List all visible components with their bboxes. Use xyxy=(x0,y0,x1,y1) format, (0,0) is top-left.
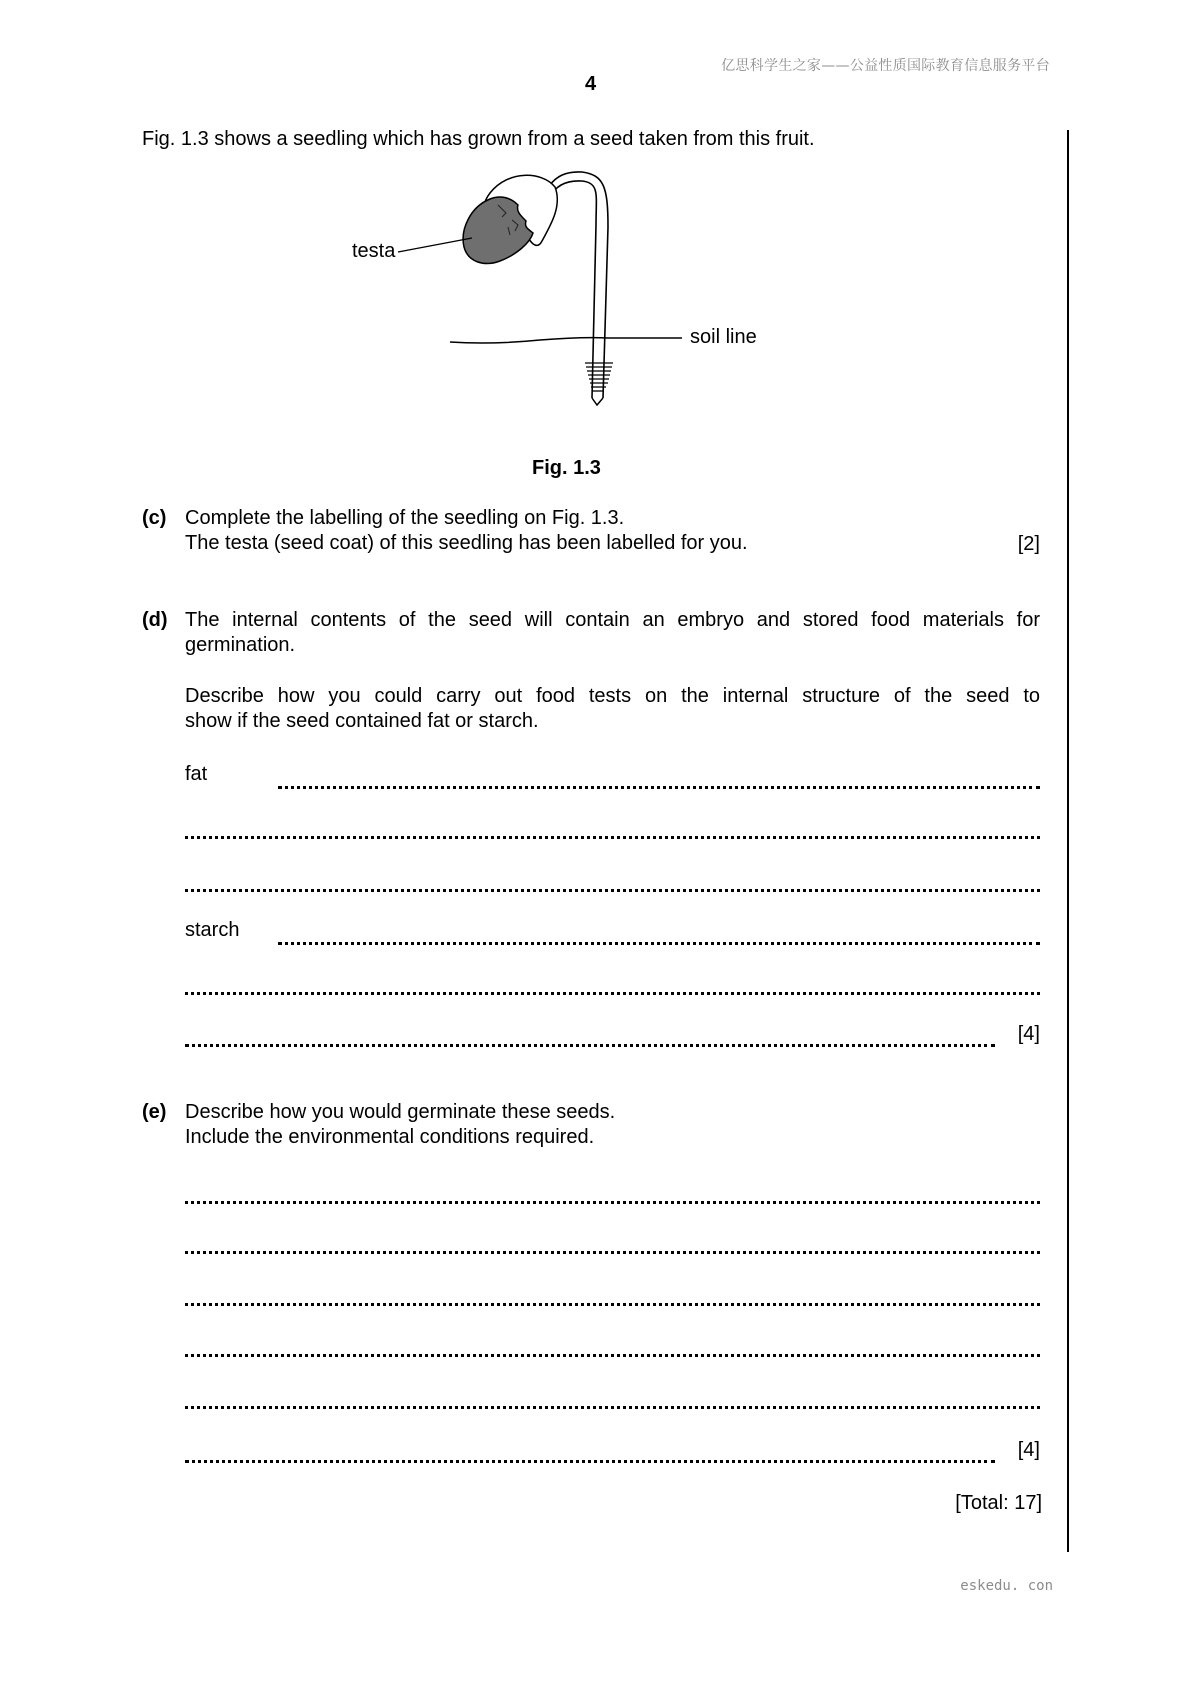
answer-line-e-2[interactable] xyxy=(185,1251,1040,1254)
answer-line-e-4[interactable] xyxy=(185,1354,1040,1357)
question-e-line2: Include the environmental conditions required. xyxy=(185,1126,595,1148)
testa-pointer xyxy=(398,238,472,252)
answer-line-starch-3[interactable] xyxy=(185,1044,995,1047)
soil-line-label: soil line xyxy=(690,326,757,348)
question-e-marks: [4] xyxy=(1017,1439,1040,1461)
question-c-line2: The testa (seed coat) of this seedling has been labelled for you. xyxy=(185,532,748,554)
question-d-p2-line2: show if the seed contained fat or starch. xyxy=(185,710,539,732)
question-e-letter: (e) xyxy=(142,1101,167,1123)
answer-line-e-5[interactable] xyxy=(185,1406,1040,1409)
footer-watermark: eskedu. con xyxy=(960,1578,1053,1594)
testa-label: testa xyxy=(352,240,396,262)
intro-text: Fig. 1.3 shows a seedling which has grown from a seed taken from this fruit. xyxy=(142,128,815,150)
question-c-letter: (c) xyxy=(142,507,167,529)
answer-line-starch-1[interactable] xyxy=(278,942,1040,945)
question-d-marks: [4] xyxy=(1017,1023,1040,1045)
fat-label: fat xyxy=(185,763,208,785)
stem-inner xyxy=(550,172,608,398)
answer-line-fat-3[interactable] xyxy=(185,889,1040,892)
page-number: 4 xyxy=(585,73,597,95)
question-d-p1-line1: The internal contents of the seed will contain an embryo and stored food materials for xyxy=(185,609,1040,631)
question-d-p1-line2: germination. xyxy=(185,634,296,656)
question-c-line1: Complete the labelling of the seedling on Fig. 1.3. xyxy=(185,507,625,529)
answer-line-e-3[interactable] xyxy=(185,1303,1040,1306)
soil-line-left xyxy=(450,338,608,343)
figure-caption: Fig. 1.3 xyxy=(532,457,601,479)
root-tip xyxy=(592,398,603,405)
question-d-p2-line1: Describe how you could carry out food tests on the internal structure of the seed to xyxy=(185,685,1040,707)
total-marks: [Total: 17] xyxy=(955,1492,1042,1514)
stem-outer xyxy=(550,181,596,398)
answer-line-e-6[interactable] xyxy=(185,1460,995,1463)
seedling-drawing xyxy=(360,165,780,435)
seedling-figure xyxy=(352,165,780,440)
question-d-letter: (d) xyxy=(142,609,168,631)
answer-line-starch-2[interactable] xyxy=(185,992,1040,995)
header-watermark: 亿思科学生之家——公益性质国际教育信息服务平台 xyxy=(721,58,1050,74)
margin-rule xyxy=(1067,130,1069,1552)
question-c-marks: [2] xyxy=(1017,533,1040,555)
answer-line-fat-1[interactable] xyxy=(278,786,1040,789)
question-e-line1: Describe how you would germinate these seeds. xyxy=(185,1101,616,1123)
answer-line-fat-2[interactable] xyxy=(185,836,1040,839)
starch-label: starch xyxy=(185,919,240,941)
answer-line-e-1[interactable] xyxy=(185,1201,1040,1204)
